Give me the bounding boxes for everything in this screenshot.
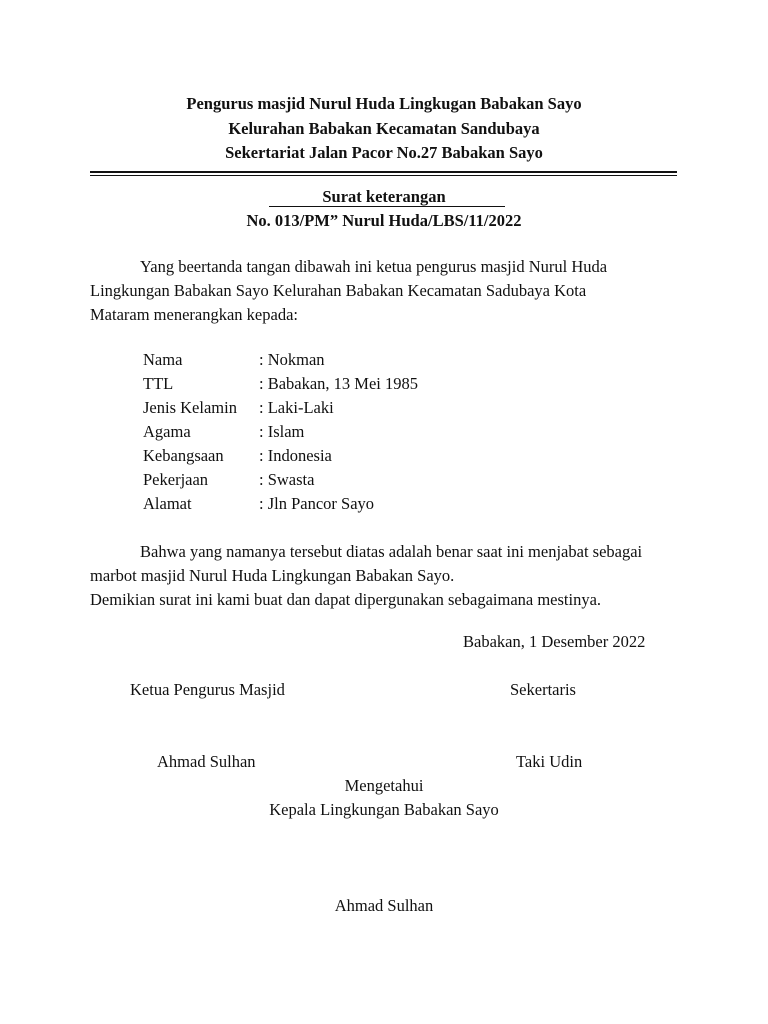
signer-bottom-title: Kepala Lingkungan Babakan Sayo xyxy=(269,800,499,819)
letterhead-line-3: Sekertariat Jalan Pacor No.27 Babakan Sayo xyxy=(225,143,543,162)
signer-right-name: Taki Udin xyxy=(516,752,583,771)
signer-left-name: Ahmad Sulhan xyxy=(157,752,256,771)
identity-label: TTL xyxy=(143,374,174,393)
intro-line-1: Yang beertanda tangan dibawah ini ketua pengurus masjid Nurul Huda xyxy=(140,257,608,276)
identity-value: : Islam xyxy=(259,422,305,441)
letterhead-line-2: Kelurahan Babakan Kecamatan Sandubaya xyxy=(228,119,540,138)
identity-row-nama xyxy=(143,348,418,372)
closing-line-3: Demikian surat ini kami buat dan dapat dipergunakan sebagaimana mestinya. xyxy=(90,590,602,609)
closing-line-1: Bahwa yang namanya tersebut diatas adalah benar saat ini menjabat sebagai xyxy=(140,542,643,561)
signer-bottom-name: Ahmad Sulhan xyxy=(334,896,434,915)
closing-paragraph xyxy=(90,540,680,612)
letterhead-divider-thick xyxy=(90,171,677,173)
identity-value: : Laki-Laki xyxy=(259,398,334,417)
identity-row-ttl xyxy=(143,372,418,396)
letterhead-divider-thin xyxy=(90,175,677,176)
signer-left-title: Ketua Pengurus Masjid xyxy=(130,680,285,699)
identity-row-pekerjaan xyxy=(143,468,418,492)
intro-paragraph xyxy=(90,255,680,327)
identity-label: Kebangsaan xyxy=(143,446,224,465)
identity-row-alamat xyxy=(143,492,418,516)
identity-label: Agama xyxy=(143,422,191,441)
identity-value: : Jln Pancor Sayo xyxy=(259,494,375,513)
identity-value: : Nokman xyxy=(259,350,325,369)
identity-value: : Swasta xyxy=(259,470,315,489)
identity-row-agama xyxy=(143,420,418,444)
identity-value: : Babakan, 13 Mei 1985 xyxy=(259,374,419,393)
closing-line-2: marbot masjid Nurul Huda Lingkungan Babakan Sayo. xyxy=(90,566,455,585)
identity-row-kebangsaan xyxy=(143,444,418,468)
identity-label: Alamat xyxy=(143,494,192,513)
identity-value: : Indonesia xyxy=(259,446,332,465)
letterhead-line-1: Pengurus masjid Nurul Huda Lingkugan Babakan Sayo xyxy=(186,94,582,113)
place-date: Babakan, 1 Desember 2022 xyxy=(463,632,646,651)
letter-number: No. 013/PM” Nurul Huda/LBS/11/2022 xyxy=(246,211,522,230)
identity-table xyxy=(143,348,418,516)
acknowledge-label: Mengetahui xyxy=(344,776,424,795)
intro-line-2: Lingkungan Babakan Sayo Kelurahan Babakan Kecamatan Sadubaya Kota xyxy=(90,281,587,300)
identity-label: Nama xyxy=(143,350,183,369)
letter-title-underline xyxy=(269,206,505,207)
identity-label: Pekerjaan xyxy=(143,470,209,489)
intro-line-3: Mataram menerangkan kepada: xyxy=(90,305,298,324)
identity-row-jenis-kelamin xyxy=(143,396,418,420)
letter-title: Surat keterangan xyxy=(322,187,446,206)
signer-right-title: Sekertaris xyxy=(510,680,576,699)
identity-label: Jenis Kelamin xyxy=(143,398,237,417)
